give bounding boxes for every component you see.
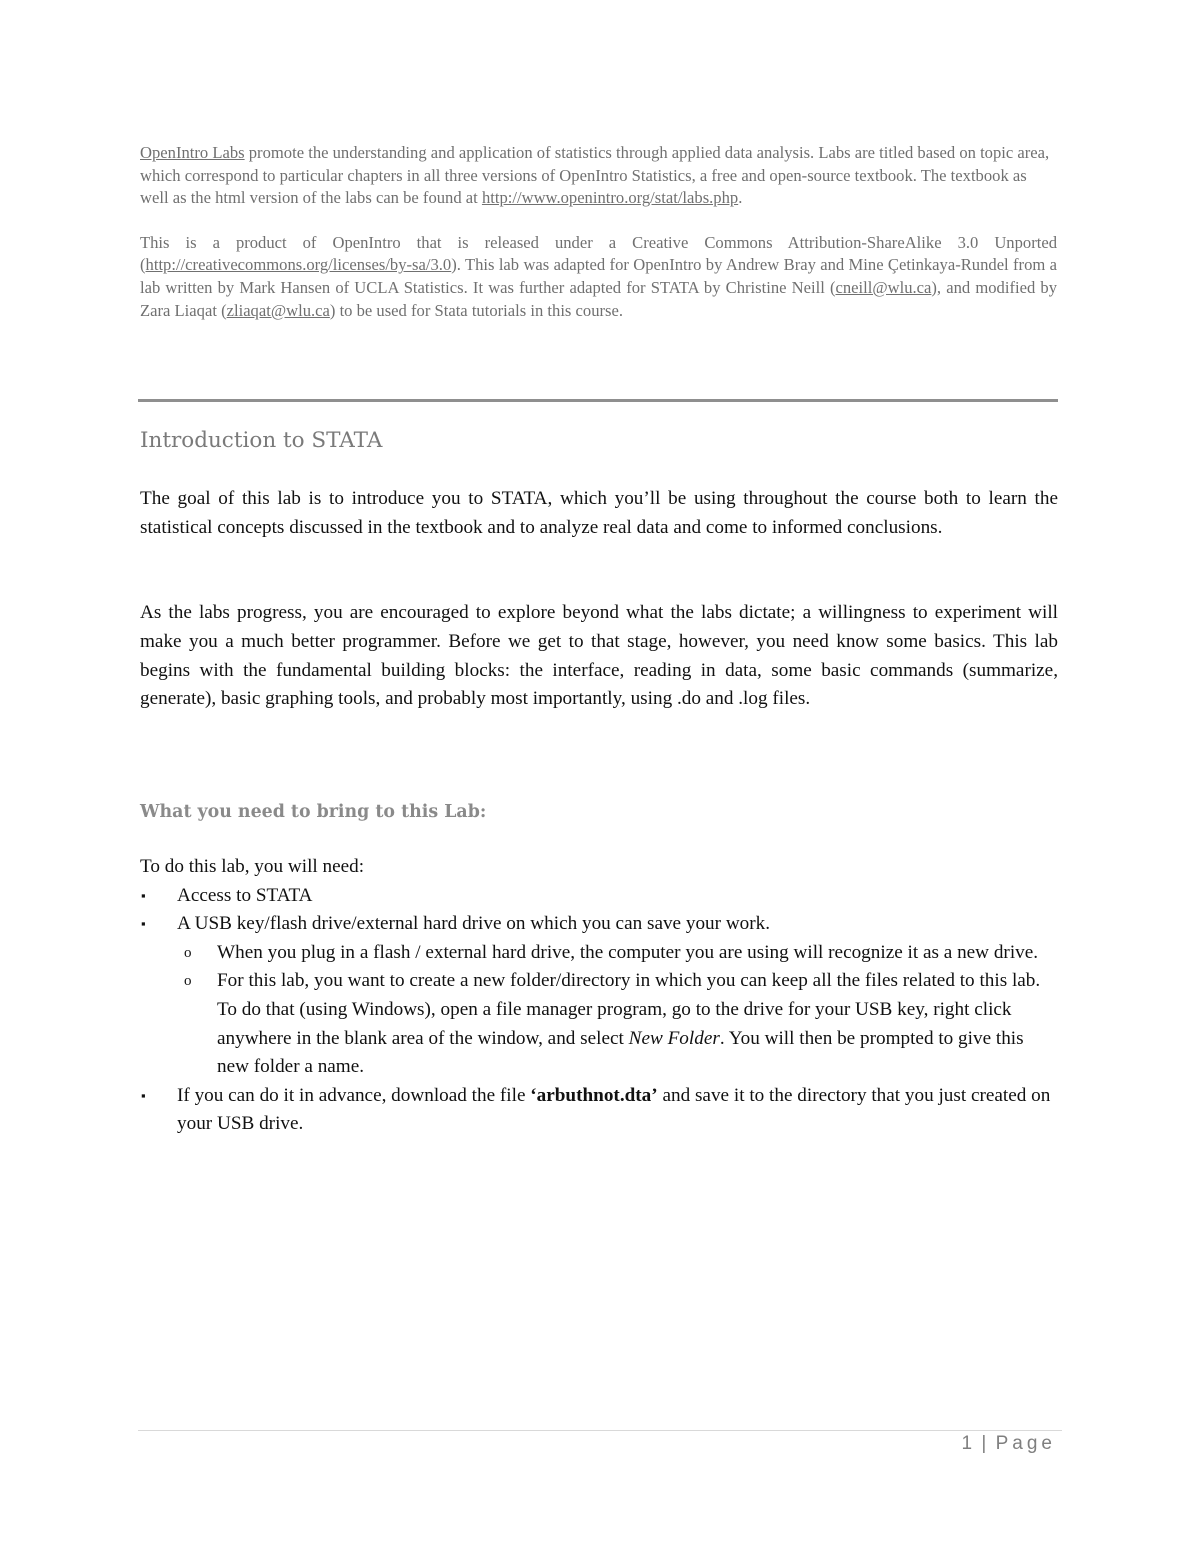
goal-paragraph: The goal of this lab is to introduce you to STATA, which you’ll be using throughout the course both to learn the statistical concepts discussed in the textbook and to analyze real data and come to informed conclusions.: [140, 488, 1058, 538]
intro-paragraph-1: [140, 142, 1057, 210]
square-bullet-icon: ▪: [141, 887, 146, 903]
labs-url-link[interactable]: http://www.openintro.org/stat/labs.php: [481, 188, 739, 208]
filename-bold: ‘arbuthnot.dta’: [530, 1084, 658, 1106]
license-text-d: ) to be used for Stata tutorials in this course.: [329, 300, 623, 320]
email-link-cneill[interactable]: cneill@wlu.ca: [835, 277, 932, 297]
sub-list-item-text: When you plug in a flash / external hard drive, the computer you are using will recognize it as a new drive.: [217, 941, 1039, 963]
list-item: [140, 1082, 1060, 1139]
circle-bullet-icon: o: [184, 973, 192, 990]
page-label: Page: [995, 1433, 1056, 1454]
requirements-list: [140, 882, 1060, 1139]
openintro-labs-link[interactable]: OpenIntro Labs: [140, 143, 245, 162]
footer-divider: [138, 1430, 1062, 1431]
footer-separator: |: [981, 1433, 987, 1454]
progress-paragraph: As the labs progress, you are encouraged to explore beyond what the labs dictate; a willingness to experiment will make you a much better programmer. Before we get to that stage, however, you need know some basics. This lab begins with the fundamental building blocks: the interface, reading in data, some basic commands (summarize, generate), basic graphing tools, and probably most importantly, using .do and .log files.: [140, 602, 1058, 710]
intro-period: .: [738, 188, 743, 208]
square-bullet-icon: ▪: [141, 1087, 146, 1103]
page-title: Introduction to STATA: [140, 428, 383, 453]
section-divider: [138, 399, 1058, 402]
sub-list-item: [177, 939, 1060, 968]
list-item-text: A USB key/flash drive/external hard drive on which you can save your work.: [177, 913, 771, 935]
circle-bullet-icon: o: [184, 944, 192, 961]
page-footer: [962, 1433, 1056, 1455]
list-item-text: and save it to the directory that you just created on your USB drive.: [177, 1084, 1051, 1135]
new-folder-emphasis: New Folder: [628, 1027, 720, 1049]
sub-list-item-text: For this lab, you want to create a new folder/directory in which you can keep all the files related to this lab. To do that (using Windows), open a file manager program, go to the drive for your USB key, right click anywhere in the blank area of the window, and select: [217, 970, 1041, 1049]
sub-list-item-text: . You will then be prompted to give this new folder a name.: [217, 1027, 1024, 1078]
requirements-intro: To do this lab, you will need:: [140, 856, 365, 877]
license-text-a: This is a product of OpenIntro that is released under a Creative Commons Attribution-ShareAlike 3.0 Unported (: [140, 232, 1057, 275]
sub-list-item: [177, 967, 1060, 1081]
license-text-b: ). This lab was adapted for OpenIntro by Andrew Bray and Mine Çetinkaya-Rundel from a lab written by Mark Hansen of UCLA Statistics. It was further adapted for STATA by Christine Neill (: [140, 255, 1057, 297]
license-text-c: ), and modified by Zara Liaqat (: [140, 277, 1057, 320]
requirements-section: [140, 853, 1060, 1139]
list-item: [140, 882, 1060, 911]
intro-block: [140, 142, 1057, 322]
license-url-link[interactable]: http://creativecommons.org/licenses/by-sa/3.0: [145, 255, 452, 275]
email-link-zliaqat[interactable]: zliaqat@wlu.ca: [226, 300, 330, 320]
license-paragraph: [140, 232, 1057, 322]
page-number: 1: [961, 1433, 973, 1454]
sub-list: [177, 939, 1060, 1082]
square-bullet-icon: ▪: [141, 916, 146, 932]
intro-text: promote the understanding and application of statistics through applied data analysis. Labs are titled based on topic area, which correspond to particular chapters in all three versions of OpenIntro Statistics, a free and open-source textbook. The textbook as well as the html version of the labs can be found at: [140, 143, 1050, 208]
list-item-text: If you can do it in advance, download the file: [177, 1084, 531, 1106]
list-item: [140, 910, 1060, 1082]
subheading: What you need to bring to this Lab:: [140, 802, 487, 822]
list-item-text: Access to STATA: [177, 884, 313, 906]
